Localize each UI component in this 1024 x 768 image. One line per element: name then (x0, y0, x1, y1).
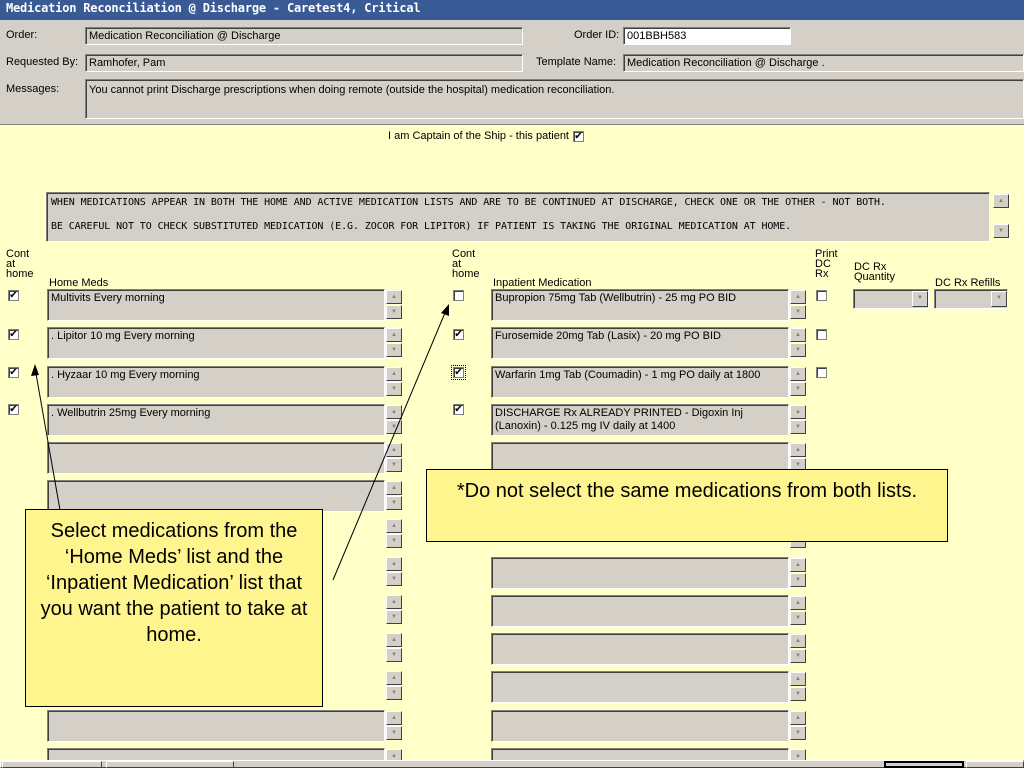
callout-do-not-select-same: *Do not select the same medications from both lists. (426, 469, 948, 542)
home-med-item-2[interactable]: . Lipitor 10 mg Every morning (47, 327, 385, 359)
scroll-up-icon[interactable]: ▲ (790, 443, 806, 457)
order-label: Order: (6, 29, 38, 41)
scroll-up-icon[interactable]: ▲ (386, 328, 402, 342)
scroll-up-icon[interactable]: ▲ (386, 595, 402, 609)
scroll-up-icon[interactable]: ▲ (790, 749, 806, 763)
scroll-down-icon[interactable]: ▼ (790, 726, 806, 740)
scroll-down-icon[interactable]: ▼ (386, 610, 402, 624)
home-med-item-1[interactable]: Multivits Every morning (47, 289, 385, 321)
home-med-item-3[interactable]: . Hyzaar 10 mg Every morning (47, 366, 385, 398)
dc-rx-quantity-header: DC Rx Quantity (854, 261, 895, 283)
scroll-up-icon[interactable]: ▲ (790, 634, 806, 648)
scroll-down-icon[interactable]: ▼ (790, 649, 806, 663)
inpatient-med-item-2[interactable]: Furosemide 20mg Tab (Lasix) - 20 mg PO BID (491, 327, 789, 359)
inpatient-med-item-3[interactable]: Warfarin 1mg Tab (Coumadin) - 1 mg PO daily at 1800 (491, 366, 789, 398)
window-title: Medication Reconciliation @ Discharge - Caretest4, Critical (0, 0, 1024, 20)
scroll-up-icon[interactable]: ▲ (386, 481, 402, 495)
scroll-down-icon[interactable]: ▼ (790, 343, 806, 357)
scroll-down-icon[interactable]: ▼ (386, 572, 402, 586)
scroll-down-icon[interactable]: ▼ (386, 726, 402, 740)
refills-dropdown-icon[interactable]: ▼ (991, 291, 1007, 307)
scroll-up-icon[interactable]: ▲ (386, 405, 402, 419)
checkmark-icon: ✔ (9, 404, 18, 415)
home-med-item-4[interactable]: . Wellbutrin 25mg Every morning (47, 404, 385, 436)
checkmark-icon: ✔ (454, 367, 463, 378)
inpatient-medication-header: Inpatient Medication (493, 277, 592, 289)
scroll-down-icon[interactable]: ▼ (790, 611, 806, 625)
inpatient-med-item-4[interactable]: DISCHARGE Rx ALREADY PRINTED - Digoxin Inj (Lanoxin) - 0.125 mg IV daily at 1400 (491, 404, 789, 436)
template-name-label: Template Name: (536, 56, 617, 68)
scroll-up-icon[interactable]: ▲ (386, 633, 402, 647)
scroll-down-icon[interactable]: ▼ (386, 686, 402, 700)
scroll-up-icon[interactable]: ▲ (790, 367, 806, 381)
scroll-down-icon[interactable]: ▼ (386, 305, 402, 319)
template-name-field[interactable]: Medication Reconciliation @ Discharge . (623, 54, 1024, 72)
print-dc-rx-header: Print DC Rx (815, 248, 838, 280)
scroll-down-icon[interactable]: ▼ (790, 458, 806, 472)
captain-label: I am Captain of the Ship - this patient (388, 130, 569, 142)
messages-label: Messages: (6, 83, 60, 95)
scroll-down-icon[interactable]: ▼ (386, 420, 402, 434)
instructions-line-2: BE CAREFUL NOT TO CHECK SUBSTITUTED MEDICATION (E.G. ZOCOR FOR LIPITOR) IF PATIENT IS TAKING THE ORIGINAL MEDICATION AT HOME. (51, 221, 792, 232)
checkmark-icon: ✔ (9, 329, 18, 340)
scroll-down-icon[interactable]: ▼ (386, 382, 402, 396)
scroll-up-icon[interactable]: ▲ (386, 443, 402, 457)
messages-field[interactable]: You cannot print Discharge prescriptions when doing remote (outside the hospital) medication reconciliation. (85, 79, 1024, 119)
scroll-up-icon[interactable]: ▲ (790, 596, 806, 610)
scroll-up-icon[interactable]: ▲ (790, 328, 806, 342)
dc-rx-refills-header: DC Rx Refills (935, 277, 1001, 289)
arrowhead-home (31, 364, 39, 376)
scroll-up-icon[interactable]: ▲ (386, 711, 402, 725)
scroll-up-icon[interactable]: ▲ (790, 672, 806, 686)
checkmark-icon: ✔ (9, 290, 18, 301)
requested-by-label: Requested By: (6, 56, 79, 68)
instructions-scroll-up-icon[interactable]: ▲ (993, 194, 1009, 208)
arrow-to-home-checkboxes (35, 368, 60, 510)
order-field[interactable]: Medication Reconciliation @ Discharge (85, 27, 523, 45)
scroll-up-icon[interactable]: ▲ (386, 557, 402, 571)
scroll-down-icon[interactable]: ▼ (790, 573, 806, 587)
scroll-up-icon[interactable]: ▲ (386, 367, 402, 381)
scroll-up-icon[interactable]: ▲ (386, 749, 402, 763)
scroll-up-icon[interactable]: ▲ (386, 519, 402, 533)
scroll-down-icon[interactable]: ▼ (790, 305, 806, 319)
inpatient-med-item-1[interactable]: Bupropion 75mg Tab (Wellbutrin) - 25 mg PO BID (491, 289, 789, 321)
scroll-down-icon[interactable]: ▼ (790, 687, 806, 701)
requested-by-field[interactable]: Ramhofer, Pam (85, 54, 523, 72)
checkmark-icon: ✔ (9, 367, 18, 378)
scroll-up-icon[interactable]: ▲ (790, 711, 806, 725)
scroll-down-icon[interactable]: ▼ (790, 382, 806, 396)
scroll-down-icon[interactable]: ▼ (386, 496, 402, 510)
scroll-up-icon[interactable]: ▲ (386, 671, 402, 685)
checkmark-icon: ✔ (454, 404, 463, 415)
scroll-up-icon[interactable]: ▲ (386, 290, 402, 304)
scroll-down-icon[interactable]: ▼ (386, 458, 402, 472)
order-id-field[interactable]: 001BBH583 (623, 27, 791, 45)
scroll-up-icon[interactable]: ▲ (790, 558, 806, 572)
arrowhead-inpatient (441, 304, 449, 316)
quantity-dropdown-icon[interactable]: ▼ (912, 291, 928, 307)
order-id-label: Order ID: (574, 29, 620, 41)
home-meds-header: Home Meds (49, 277, 109, 289)
checkmark-icon: ✔ (574, 131, 583, 142)
scroll-down-icon[interactable]: ▼ (386, 343, 402, 357)
scroll-down-icon[interactable]: ▼ (386, 648, 402, 662)
scroll-down-icon[interactable]: ▼ (386, 534, 402, 548)
inpatient-cont-header: Cont at home (452, 248, 480, 280)
checkmark-icon: ✔ (454, 329, 463, 340)
home-cont-header: Cont at home (6, 248, 34, 280)
scroll-up-icon[interactable]: ▲ (790, 290, 806, 304)
instructions-scroll-down-icon[interactable]: ▼ (993, 224, 1009, 238)
callout-select-medications: Select medications from the ‘Home Meds’ list and the ‘Inpatient Medication’ list that you want the patient to take at home. (25, 509, 323, 707)
instructions-line-1: WHEN MEDICATIONS APPEAR IN BOTH THE HOME AND ACTIVE MEDICATION LISTS AND ARE TO BE CONTINUED AT DISCHARGE, CHECK ONE OR THE OTHER - NOT BOTH. (51, 197, 886, 208)
scroll-up-icon[interactable]: ▲ (790, 405, 806, 419)
scroll-down-icon[interactable]: ▼ (790, 420, 806, 434)
